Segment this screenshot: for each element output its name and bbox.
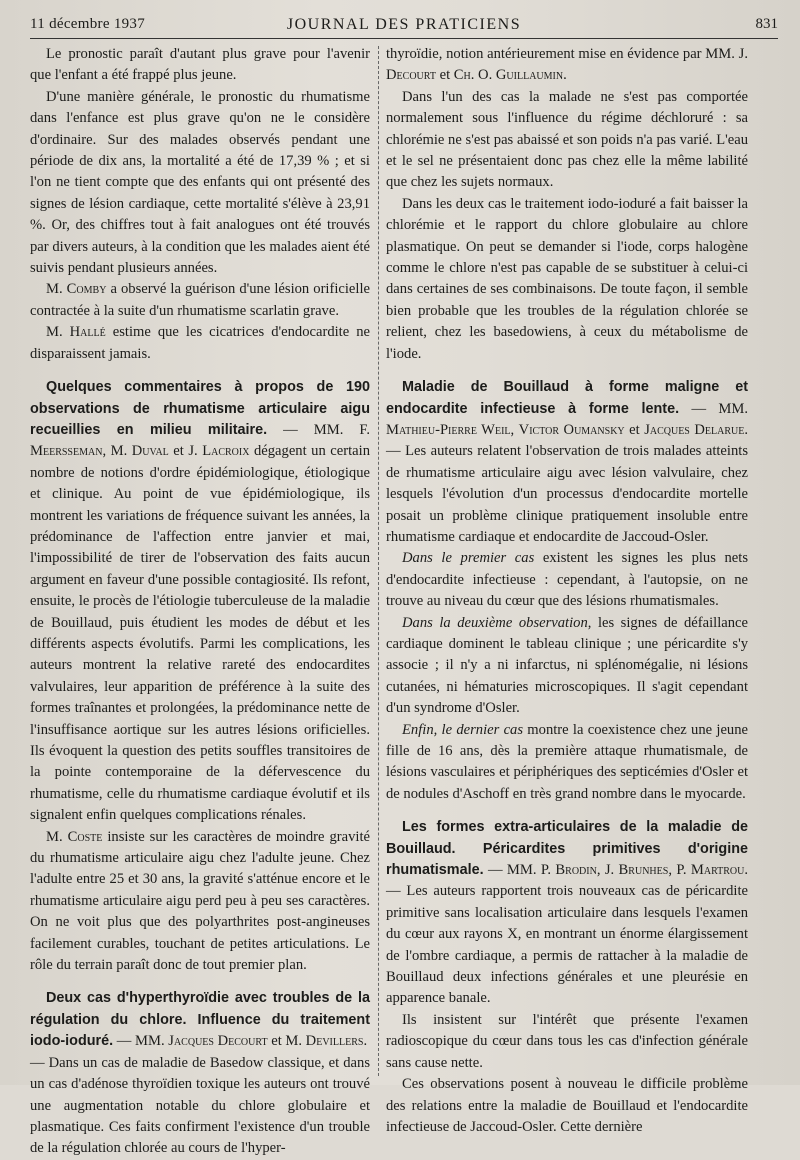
author-name: Jacques Decourt (168, 1033, 268, 1050)
paragraph: Dans le premier cas existent les signes les plus nets d'endocardite infectieuse : cependant, à l'autopsie, on ne trouve au niveau du cœur que des lésions rhumatismales. (386, 550, 748, 610)
left-column (30, 44, 370, 1160)
paragraph-text: a observé la guérison d'une lésion orificielle contractée à la suite d'un rhumatisme scarlatin grave. (30, 281, 370, 319)
article-title: Deux cas d'hyperthyroïdie avec troubles de la régulation du chlore. Influence du traitement iodo-ioduré. (30, 990, 370, 1050)
article-title: Maladie de Bouillaud à forme maligne et endocardite infectieuse à forme lente. (386, 379, 748, 417)
article-hyperthyroidie: Deux cas d'hyperthyroïdie avec troubles de la régulation du chlore. Influence du traitement iodo-ioduré. — MM. Jacques Decourt et M. Devillers. (30, 990, 370, 1050)
page-number: 831 (755, 16, 778, 32)
author-name: M. Comby (46, 281, 107, 298)
article-text: — Les auteurs relatent l'observation de trois malades atteints de rhumatisme articulaire aigu avec lésion valvulaire, chez lesquels l'évolution d'un processus d'endocardite mortelle posait un problème clinique pratiquement insoluble entre rhumatisme cardiaque et endocardite de Jaccoud-Osler. (386, 443, 748, 545)
case-label: Dans le premier cas (402, 550, 535, 567)
paragraph: Le pronostic paraît d'autant plus grave pour l'avenir que l'enfant a été frappé plus jeune. (30, 46, 370, 84)
article-bouillaud-maligne: Maladie de Bouillaud à forme maligne et endocardite infectieuse à forme lente. — MM. Mathieu-Pierre Weil, Victor Oumansky et Jacques Delarue. — Les auteurs relatent l'observation de trois malades atteints de rhumatisme articulaire aigu avec lésion valvulaire, chez lesquels l'évolution d'un processus d'endocardite mortelle posait un problème clinique pratiquement insoluble entre rhumatisme cardiaque et endocardite de Jaccoud-Osler. (386, 379, 749, 545)
paragraph: Dans l'un des cas la malade ne s'est pas comportée normalement sous l'influence du régime déchloruré : sa chlorémie ne s'est pas abaissé et son poids n'a pas varié. L'eau et le sel ne présentaient donc pas chez elle la même labilité que chez les sujets normaux. (386, 88, 748, 191)
page-header (30, 16, 778, 38)
paragraph (30, 827, 370, 977)
paragraph: D'une manière générale, le pronostic du rhumatisme dans l'enfance est plus grave qu'on ne le considère d'ordinaire. Sur des malades observés pendant une période de dix ans, la mortalité a été de 17,39 % ; et si l'on ne tient compte que des enfants qui ont présenté des signes de lésion cardiaque, cette mortalité s'élève à 23,91 %. Or, des chiffres tout à fait analogues ont été trouvés par divers auteurs, à la condition que les malades aient été suivis pendant plusieurs années. (30, 88, 370, 277)
paragraph-text: insiste sur les caractères de moindre gravité du rhumatisme articulaire aigu chez l'adulte jeune. Chez l'adulte entre 25 et 30 ans, la gravité s'atténue encore et le rhumatisme articulaire aigu perd peu à peu ses caractères. On ne voit plus que des polyarthrites post-angineuses facilement curables, touchant de petites articulations. Le rôle du terrain paraît donc de tout premier plan. (30, 828, 370, 974)
author-name: Mathieu-Pierre Weil (386, 421, 511, 438)
author-name: M. Hallé (46, 324, 106, 341)
paragraph: Dans les deux cas le traitement iodo-ioduré a fait baisser la chlorémie et le rapport du chlore globulaire au chlore plasmatique. On peut se demander si l'iode, corps halogène comme le chlore n'est pas capable de se substituer à celui-ci dans certaines de ses combinaisons. De toute façon, il semble bien probable que les troubles de la régulation chlorée se relient, chez les basedowiens, à ceux du métabolisme de l'iode. (386, 195, 748, 362)
author-name: M. Devillers (285, 1033, 364, 1050)
author-name: F. Meersseman (30, 421, 370, 460)
paragraph: — Dans un cas de maladie de Basedow classique, et dans un cas d'adénose thyroïdien toxique les auteurs ont trouvé une augmentation notable du chlore globulaire et plasmatique. Ces faits confirment l'existence d'un trouble de la régulation chlorée au cours de l'hyper- (30, 1054, 370, 1157)
paragraph (30, 279, 370, 322)
article-title: Les formes extra-articulaires de la maladie de Bouillaud. Péricardites primitives d'origine rhumatismale. (386, 819, 748, 879)
article-commentaires: Quelques commentaires à propos de 190 observations de rhumatisme articulaire aigu recueillies en milieu militaire. — MM. F. Meersseman, M. Duval et J. Lacroix dégagent un certain nombre de notions d'ordre épidémiologique, étiologique et clinique. Au point de vue épidémiologique, ils montrent les variations de fréquence suivant les années, la prédominance de l'affection entre janvier et mai, l'impossibilité de tirer de l'observation des faits aucun argument en faveur d'une possible contagiosité. Ils refont, ensuite, le procès de l'étiologie tuberculeuse de la maladie de Bouillaud, puis étudient les modes de début et les différents aspects évolutifs. Parmi les complications, les auteurs montrent la relative rareté des endocardites valvulaires, leur apparition de préférence à la suite des formes traînantes et prolongées, la prédominance nette de l'insuffisance aortique sur les autres lésions orificielles. Ils évoquent la question des petits souffles transitoires de la pointe contemporaine de la défervescence du rhumatisme, celle du rhumatisme cardiaque évolutif et ils signalent enfin quelques complications rénales. (30, 379, 370, 824)
paragraph: Ces observations posent à nouveau le difficile problème des relations entre la maladie de Bouillaud et l'endocardite infectieuse de Jaccoud-Osler. Cette dernière (386, 1076, 748, 1135)
paragraph-text: estime que les cicatrices d'endocardite ne disparaissent jamais. (30, 324, 370, 362)
paragraph: Dans la deuxième observation, les signes de défaillance cardiaque dominent le tableau clinique ; une péricardite s'y associe ; il n'y a ni infarctus, ni splénomégalie, ni lésions cutanées, ni hématuries microscopiques. Il s'agit cependant d'un syndrome d'Osler. (386, 614, 749, 717)
author-name: Ch. O. Guillaumin (453, 67, 564, 84)
article-title: Quelques commentaires à propos de 190 observations de rhumatisme articulaire aigu recueillies en milieu militaire. (30, 379, 370, 438)
article-text: — Les auteurs rapportent trois nouveaux cas de péricardite primitive sans localisation articulaire dans lesquels l'examen du cœur aux rayons X, en montrant un énorme élargissement de l'ombre cardiaque, a permis de rattacher à la maladie de Bouillaud deux infections générales et une pleurésie en apparence banale. (386, 883, 748, 1007)
author-name: J. Decourt (386, 46, 748, 84)
case-label: Dans la deuxième observation (402, 614, 588, 631)
paragraph: thyroïdie, notion antérieurement mise en évidence par MM. J. Decourt et Ch. O. Guillaumin. (386, 46, 748, 84)
article-formes-extra-articulaires: Les formes extra-articulaires de la maladie de Bouillaud. Péricardites primitives d'origine rhumatismale. — MM. P. Brodin, J. Brunhes, P. Martrou. — Les auteurs rapportent trois nouveaux cas de péricardite primitive sans localisation articulaire dans lesquels l'examen du cœur aux rayons X, en montrant un énorme élargissement de l'ombre cardiaque, a permis de rattacher à la maladie de Bouillaud deux infections générales et une pleurésie en apparence banale. (386, 819, 749, 1007)
column-divider (378, 46, 379, 1076)
paragraph: Enfin, le dernier cas montre la coexistence chez une jeune fille de 16 ans, dès la première attaque rhumatismale, de lésions vasculaires et périphériques des septicémies d'Osler et de nodules d'Aschoff en très grand nombre dans le myocarde. (386, 721, 748, 802)
author-name: Victor Oumansky (518, 421, 625, 438)
author-name: P. Brodin (540, 862, 597, 879)
journal-title: JOURNAL DES PRATICIENS (286, 16, 522, 33)
right-column (386, 44, 748, 1138)
author-name: J. Brunhes (604, 862, 669, 879)
case-label: Enfin, le dernier cas (402, 721, 524, 738)
author-name: J. Lacroix (188, 443, 250, 460)
author-name: M. Duval (110, 443, 169, 460)
author-name: P. Martrou (676, 862, 745, 879)
author-name: Jacques Delarue (644, 421, 745, 438)
paragraph (30, 322, 370, 365)
article-text: dégagent un certain nombre de notions d'ordre épidémiologique, étiologique et clinique. Au point de vue épidémiologique, ils montrent les variations de fréquence suivant les années, la prédominance de l'affection entre janvier et mai, l'impossibilité de tirer de l'observation des faits aucun argument en faveur d'une possible contagiosité. Ils refont, ensuite, le procès de l'étiologie tuberculeuse de la maladie de Bouillaud, puis étudient les modes de début et les différents aspects évolutifs. Parmi les complications, les auteurs montrent la relative rareté des endocardites valvulaires, leur apparition de préférence à la suite des formes traînantes et prolongées, la prédominance nette de l'insuffisance aortique sur les autres lésions orificielles. Ils évoquent la question des petits souffles transitoires de la pointe contemporaine de la défervescence du rhumatisme, celle du rhumatisme cardiaque évolutif et ils signalent enfin quelques complications rénales. (30, 443, 370, 824)
paragraph: Ils insistent sur l'intérêt que présente l'examen radioscopique du cœur dans tous les cas d'infection générale sans cause nette. (386, 1011, 748, 1071)
issue-date: 11 décembre 1937 (30, 16, 146, 32)
header-rule (30, 38, 778, 39)
author-name: M. Coste (46, 828, 103, 845)
